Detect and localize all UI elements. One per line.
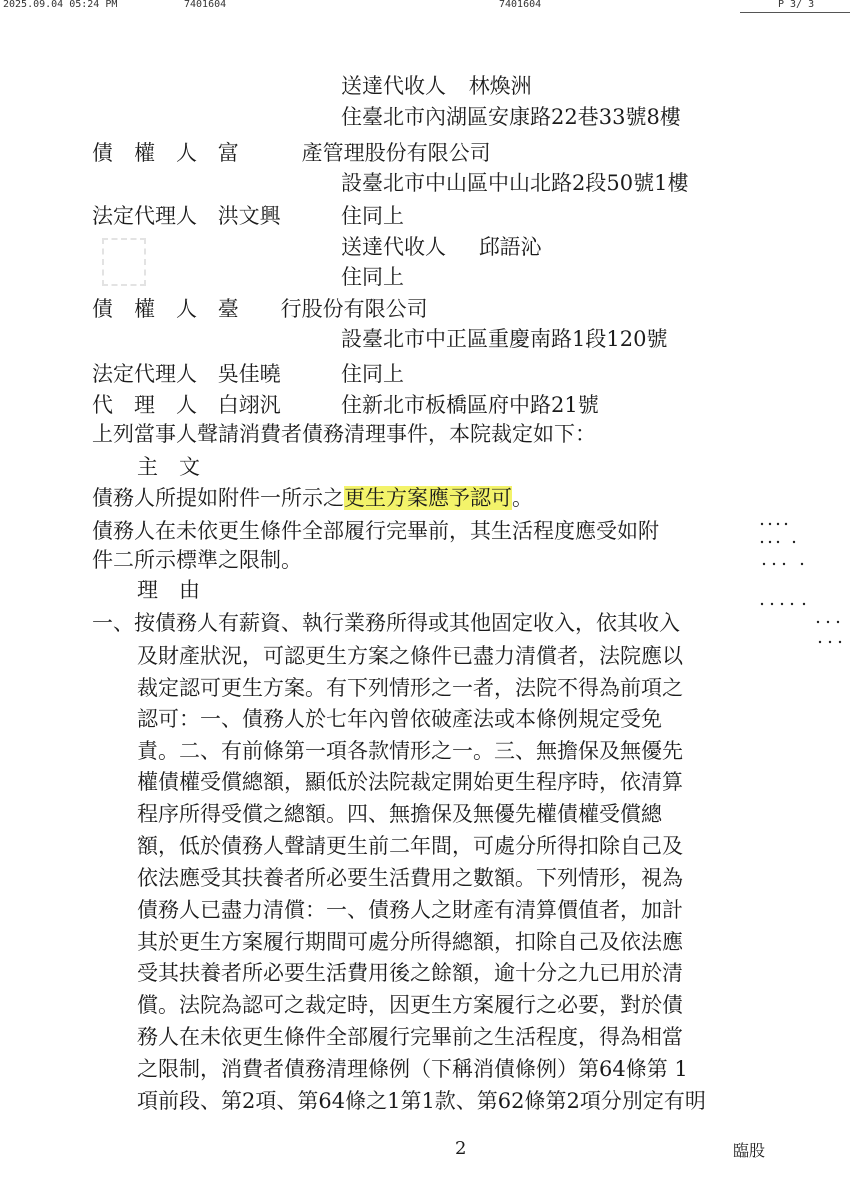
creditor-2	[92, 296, 428, 322]
reason-line: 權債權受償總額，顯低於法院裁定開始更生程序時，依清算	[137, 770, 683, 794]
fax-page-indicator: P 3/ 3	[778, 0, 815, 10]
reason-line: 程序所得受償之總額。四、無擔保及無優先權債權受償總	[137, 802, 662, 826]
legal-rep-name: 吳佳曉	[217, 362, 281, 386]
service-agent-label: 送達代收人	[341, 74, 446, 98]
service-agent-2	[341, 234, 542, 260]
reason-line: 債務人已盡力清償：一、債務人之財產有清算價值者，加計	[137, 898, 683, 922]
proxy-role: 代 理 人	[92, 393, 197, 417]
legal-rep-role: 法定代理人	[92, 362, 197, 386]
proxy-address: 住新北市板橋區府中路21號	[341, 393, 599, 417]
proxy-name: 白翊汎	[217, 393, 281, 417]
reason-line: 一、按債務人有薪資、執行業務所得或其他固定收入，依其收入	[92, 611, 680, 635]
service-agent-name: 林煥洲	[468, 74, 532, 98]
intro-sentence: 上列當事人聲請消費者債務清理事件，本院裁定如下：	[92, 422, 596, 446]
reason-line: 務人在未依更生條件全部履行完畢前之生活程度，得為相當	[137, 1025, 683, 1049]
main-ruling-suffix: 。	[512, 486, 533, 510]
creditor-role: 債 權 人	[92, 141, 197, 165]
reason-line: 之限制，消費者債務清理條例（下稱消債條例）第64條第 1	[137, 1057, 688, 1081]
service-agent-1	[341, 73, 532, 99]
reason-line: 責。二、有前條第一項各款情形之一。三、無擔保及無優先	[137, 739, 683, 763]
reason-line: 依法應受其扶養者所必要生活費用之數額。下列情形，視為	[137, 866, 683, 890]
reason-line: 裁定認可更生方案。有下列情形之一者，法院不得為前項之	[137, 676, 683, 700]
creditor-2-address: 設臺北市中正區重慶南路1段120號	[341, 327, 668, 351]
reason-line: 額，低於債務人聲請更生前二年間，可處分所得扣除自己及	[137, 834, 683, 858]
reason-line: 及財產狀況，可認更生方案之條件已盡力清償者，法院應以	[137, 644, 683, 668]
service-agent-1-address: 住臺北市內湖區安康路22巷33號8樓	[341, 105, 681, 129]
proxy	[92, 392, 281, 418]
reason-line: 受其扶養者所必要生活費用後之餘額，逾十分之九已用於清	[137, 961, 683, 985]
legal-rep-1-address: 住同上	[341, 204, 404, 228]
fax-id-center: 7401604	[499, 0, 542, 10]
legal-rep-name: 洪文興	[217, 204, 281, 228]
main-ruling-line-1	[92, 485, 533, 511]
main-ruling-line-2: 債務人在未依更生條件全部履行完畢前，其生活程度應受如附	[92, 519, 659, 543]
reason-line: 項前段、第2項、第64條之1第1款、第62條第2項分別定有明	[137, 1089, 706, 1113]
creditor-name: 富 產管理股份有限公司	[217, 141, 491, 165]
division-mark: 臨股	[733, 1141, 766, 1160]
reason-heading: 理 由	[137, 578, 200, 602]
faint-seal-artifact	[102, 238, 146, 286]
service-agent-2-address: 住同上	[341, 265, 404, 289]
main-ruling-prefix: 債務人所提如附件一所示之	[92, 486, 344, 510]
service-agent-name: 邱語沁	[478, 235, 542, 259]
legal-rep-2-address: 住同上	[341, 362, 404, 386]
highlighted-ruling: 更生方案應予認可	[344, 486, 512, 510]
legal-rep-2	[92, 361, 281, 387]
legal-rep-role: 法定代理人	[92, 204, 197, 228]
reason-line: 償。法院為認可之裁定時，因更生方案履行之必要，對於債	[137, 993, 683, 1017]
page-number: 2	[455, 1138, 467, 1159]
fax-id-left: 7401604	[184, 0, 227, 10]
fax-timestamp: 2025.09.04 05:24 PM	[3, 0, 118, 10]
creditor-role: 債 權 人	[92, 297, 197, 321]
scan-dot-artifact	[758, 520, 848, 670]
service-agent-label: 送達代收人	[341, 235, 446, 259]
main-heading: 主 文	[137, 455, 200, 479]
fax-rule	[740, 12, 850, 13]
creditor-1-address: 設臺北市中山區中山北路2段50號1樓	[341, 171, 689, 195]
reason-line: 其於更生方案履行期間可處分所得總額，扣除自己及依法應	[137, 930, 683, 954]
creditor-name: 臺 行股份有限公司	[217, 297, 428, 321]
creditor-1	[92, 140, 491, 166]
fax-header	[0, 0, 850, 12]
main-ruling-line-3: 件二所示標準之限制。	[92, 548, 302, 572]
reason-line: 認可：一、債務人於七年內曾依破產法或本條例規定受免	[137, 707, 662, 731]
legal-rep-1	[92, 203, 281, 229]
